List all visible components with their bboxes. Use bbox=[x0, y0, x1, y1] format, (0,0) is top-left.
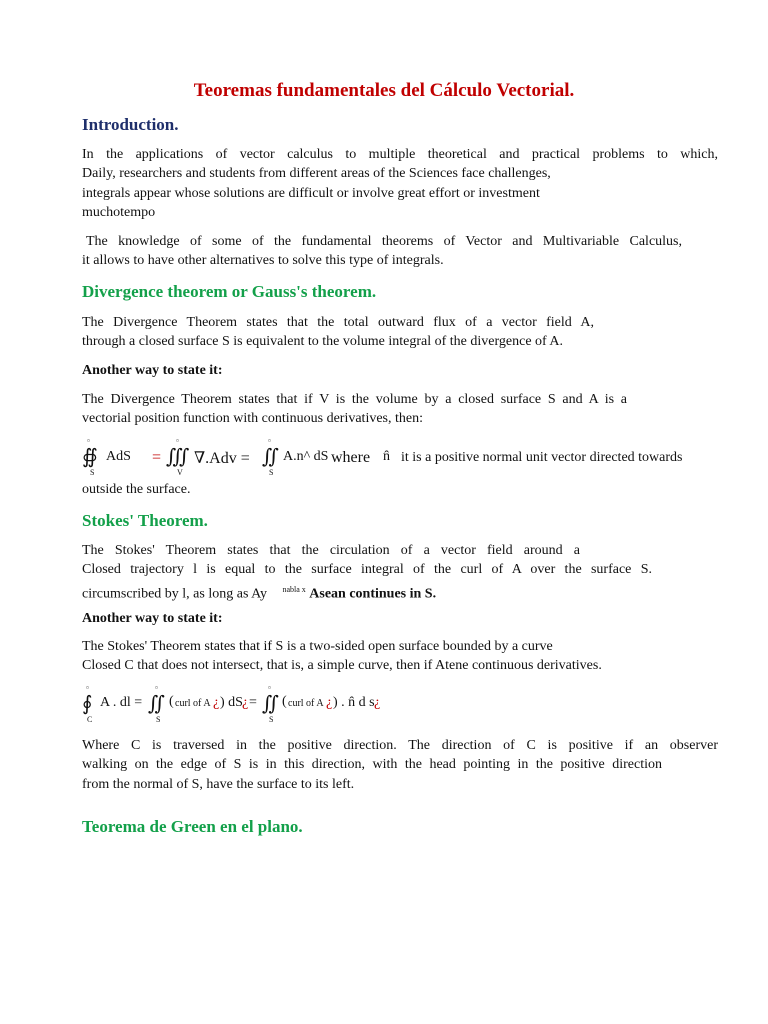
surface-integral-symbol: ∯ bbox=[82, 446, 98, 468]
text-line: In the applications of vector calculus to multiple theoretical and practical problems to which, bbox=[82, 147, 718, 162]
heading-divergence: Divergence theorem or Gauss's theorem. bbox=[82, 282, 377, 301]
text-line: The knowledge of some of the fundamental theorems of Vector and Multivariable Calculus, bbox=[86, 234, 682, 249]
subscript-s: S bbox=[156, 715, 161, 724]
stokes-another-way: Another way to state it: bbox=[82, 611, 223, 626]
text-line: The Divergence Theorem states that if V is the volume by a closed surface S and A is a bbox=[82, 392, 627, 407]
divergence-formula bbox=[82, 436, 722, 476]
double-integral-symbol: ∬ bbox=[262, 693, 280, 715]
curl-label: curl of A bbox=[175, 698, 211, 709]
stokes-paragraph-3 bbox=[82, 736, 718, 794]
divergence-another-way: Another way to state it: bbox=[82, 363, 223, 378]
intro-paragraph-2 bbox=[82, 232, 682, 271]
document-title: Teoremas fundamentales del Cálculo Vectorial. bbox=[193, 80, 575, 101]
inverted-question: ¿ bbox=[374, 695, 381, 710]
text-line: vectorial position function with continuous derivatives, then: bbox=[82, 411, 423, 427]
subscript-s: S bbox=[90, 468, 95, 477]
text-line: from the normal of S, have the surface to its left. bbox=[82, 776, 355, 792]
volume-integral-symbol: ∭ bbox=[166, 446, 190, 468]
text-line bbox=[82, 580, 652, 604]
subscript-c: C bbox=[87, 715, 93, 724]
text-line: The Stokes' Theorem states that the circulation of a vector field around a bbox=[82, 543, 580, 558]
subscript-s: S bbox=[269, 715, 274, 724]
double-integral-symbol: ∬ bbox=[148, 693, 166, 715]
text-fragment: circumscribed by l, as long as Ay bbox=[82, 586, 267, 602]
formula-ads: AdS bbox=[106, 449, 131, 464]
inverted-question: ¿ bbox=[213, 695, 220, 710]
placeholder-box-icon: ▫ bbox=[155, 683, 158, 692]
placeholder-box-icon: ▫ bbox=[268, 683, 271, 692]
curl-label: curl of A bbox=[288, 698, 324, 709]
text-line: The Stokes' Theorem states that if S is a two-sided open surface bounded by a curve bbox=[82, 639, 553, 654]
divergence-paragraph-1 bbox=[82, 313, 594, 352]
text-line: Where C is traversed in the positive direction. The direction of C is positive if an observer bbox=[82, 738, 718, 753]
formula-description: it is a positive normal unit vector directed towards bbox=[401, 450, 683, 465]
heading-green: Teorema de Green en el plano. bbox=[82, 817, 303, 836]
text-line: The Divergence Theorem states that the total outward flux of a vector field A, bbox=[82, 315, 594, 330]
inverted-question: ¿ bbox=[242, 695, 249, 710]
double-integral-symbol: ∬ bbox=[262, 446, 280, 468]
formula-a-dl: A . dl = bbox=[100, 695, 143, 710]
formula-where: where bbox=[331, 449, 371, 466]
text-fragment-bold: Asean continues in S. bbox=[309, 586, 437, 602]
text-line: Closed C that does not intersect, that is, a simple curve, then if Atene continuous derivatives. bbox=[82, 658, 602, 674]
placeholder-box-icon: ▫ bbox=[87, 436, 90, 445]
formula-and-s: A.n^ dS bbox=[283, 449, 329, 464]
equals-sign: = bbox=[152, 449, 162, 466]
placeholder-box-icon: ▫ bbox=[176, 436, 179, 445]
text-line: integrals appear whose solutions are difficult or involve great effort or investment bbox=[82, 185, 540, 201]
divergence-paragraph-3: outside the surface. bbox=[82, 482, 191, 497]
stokes-paragraph-1 bbox=[82, 541, 652, 604]
paren-open: ( bbox=[169, 694, 174, 709]
text-line: walking on the edge of S is in this direction, with the head pointing in the positive direction bbox=[82, 757, 662, 773]
formula-nabla-adv: ∇.Adv = bbox=[194, 450, 250, 467]
text-line: it allows to have other alternatives to solve this type of integrals. bbox=[82, 253, 444, 269]
intro-paragraph-1 bbox=[82, 145, 718, 223]
equals-sign: = bbox=[249, 695, 257, 710]
subscript-s: S bbox=[269, 468, 274, 477]
text-line: muchotempo bbox=[82, 205, 156, 221]
stokes-paragraph-2 bbox=[82, 637, 718, 676]
heading-introduction: Introduction. bbox=[82, 115, 179, 134]
placeholder-box-icon: ▫ bbox=[86, 683, 89, 692]
formula-ds: ) dS bbox=[220, 695, 243, 710]
text-line: through a closed surface S is equivalent to the volume integral of the divergence of A. bbox=[82, 334, 564, 350]
line-integral-symbol: ∮ bbox=[82, 693, 93, 715]
inverted-question: ¿ bbox=[326, 695, 333, 710]
nabla-superscript: nabla x bbox=[282, 584, 306, 594]
stokes-formula bbox=[82, 683, 402, 723]
divergence-paragraph-2 bbox=[82, 390, 627, 429]
unit-normal-symbol: n̂ bbox=[383, 449, 390, 464]
paren-open: ( bbox=[282, 694, 287, 709]
placeholder-box-icon: ▫ bbox=[268, 436, 271, 445]
subscript-v: V bbox=[177, 468, 183, 477]
heading-stokes: Stokes' Theorem. bbox=[82, 511, 208, 530]
text-line: Closed trajectory l is equal to the surface integral of the curl of A over the surface S. bbox=[82, 562, 652, 578]
formula-n-ds: ) . n̂ d s bbox=[333, 695, 375, 710]
text-line: Daily, researchers and students from different areas of the Sciences face challenges, bbox=[82, 166, 551, 182]
